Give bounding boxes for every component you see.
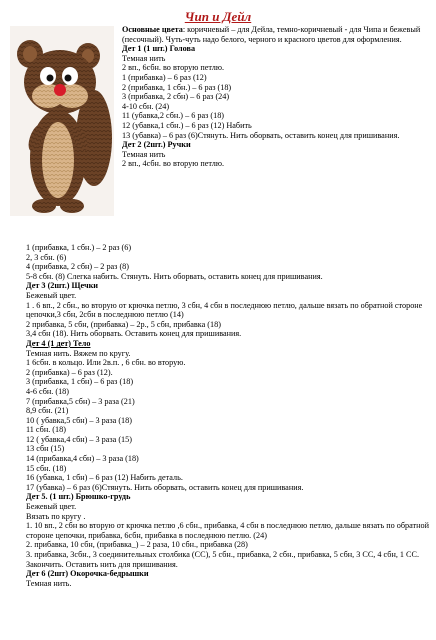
instruction-line: Темная нить. Вяжем по кругу. [26,348,131,358]
section-heading: Дет 4 (1 дет) Тело [26,338,91,348]
instruction-line: 2 вп., 4сбн. во вторую петлю. [122,159,225,169]
instruction-line: 15 сбн. (18) [26,463,67,473]
instruction-line: 2 (прибавка, 1 сбн.) – 6 раз (18) [122,82,232,92]
instruction-line: 11 (убавка,2 сбн.) – 6 раз (18) [122,111,225,121]
instruction-line: Темная нить. [26,578,72,588]
instruction-line: 16 (убавка, 1 сбн) – 6 раз (12) Набить деталь. [26,473,183,483]
instruction-line: 13 сбн (15) [26,444,65,454]
instruction-line: 1 (прибавка) – 6 раз (12) [122,72,207,82]
section-heading: Дет 5. (1 шт.) Брюшко-грудь [26,492,131,502]
instruction-line: 2 (прибавка) – 6 раз (12). [26,367,113,377]
instruction-line: 11 сбн. (18) [26,425,66,435]
chipmunk-toy-photo [10,26,114,216]
instruction-line: 4-10 сбн. (24) [122,101,170,111]
instruction-line: 5-8 сбн. (8) Слегка набить. Стянуть. Нить оборвать, оставить конец для пришивания. [26,271,323,281]
instruction-line: 3 (прибавка, 2 сбн) – 6 раз (24) [122,92,230,102]
chipmunk-toy-icon [10,26,114,216]
instruction-line: Закончить. Оставить нить для пришивания. [26,559,178,569]
instruction-line: 12 (убавка,1 сбн.) – 6 раз (12) Набить [122,120,252,130]
instructions-right-column [122,25,428,169]
instruction-line: Темная нить [122,149,166,159]
instruction-line: 12 ( убавка,4 сбн) – 3 раза (15) [26,434,132,444]
intro-paragraph [122,25,428,44]
section-heading: Дет 2 (2шт.) Ручки [122,140,191,150]
section-heading: Дет 6 (2шт) Окорочка-бедрышки [26,569,149,579]
instruction-line: Темная нить [122,53,166,63]
instruction-line: 1 (прибавка, 1 сбн.) – 2 раз (6) [26,243,132,252]
instruction-line: 14 (прибавка,4 сбн) – 3 раза (18) [26,454,139,464]
instruction-line: 10 ( убавка,5 сбн) – 3 раза (18) [26,415,132,425]
instruction-line: 3,4 сбн (18). Нить оборвать. Оставить конец для пришивания. [26,329,242,339]
instruction-line: 2 вп., 6сбн. во вторую петлю. [122,63,225,73]
section-heading: Дет 3 (2шт.) Щечки [26,281,99,291]
instruction-line: 2, 3 сбн. (6) [26,252,67,262]
instruction-line: 4-6 сбн. (18) [26,386,69,396]
document-title: Чип и Дейл [184,9,252,24]
instructions-full-column [26,243,430,588]
instruction-line: 2. прибавка, 10 сбн, (прибавка_) – 2 раза, 10 сбн., прибавка (28) [26,540,248,550]
instruction-line: 4 (прибавка, 2 сбн) – 2 раз (8) [26,262,130,272]
instruction-line: 8,9 сбн. (21) [26,406,69,416]
instruction-line: 17 (убавка) – 6 раз (6)Стянуть. Нить оборвать, оставить конец для пришивания. [26,482,304,492]
intro-text: : коричневый – для Дейла, темно-коричневый - для Чипа и бежевый (песочный). Чуть-чуть надо белого, черного и красного цветов для оформления. [122,25,421,44]
section-heading: Дет 1 (1 шт.) Голова [122,44,196,54]
instruction-line: 13 (убавка) – 6 раз (6)Стянуть. Нить оборвать, оставить конец для пришивания. [122,130,400,140]
instruction-line: Бежевый цвет. [26,502,77,512]
instruction-line: 1. 10 вп., 2 сбн во вторую от крючка петлю ,6 сбн., прибавка, 4 сбн в последнюю петлю, дальше вязать по обратной стороне цепочки, прибавка, 6сбн, прибавка в последнюю петлю. (24) [26,521,429,540]
instruction-line: 2 прибавка, 5 сбн, (прибавка) – 2р., 5 сбн, прибавка (18) [26,319,221,329]
instruction-line: 7 (прибавка,5 сбн) – 3 раза (21) [26,396,135,406]
intro-label: Основные цвета [122,25,183,34]
instruction-line: 3 (прибавка, 1 сбн) – 6 раз (18) [26,377,134,387]
instruction-line: 1 6сбн. в кольцо. Или 2в.п. , 6 сбн. во вторую. [26,358,186,368]
instruction-line: Бежевый цвет. [26,290,77,300]
instruction-line: 1 . 6 вп., 2 сбн., во вторую от крючка петлю, 3 сбн, 4 сбн в последнюю петлю, дальше вязать по обратной стороне цепочки,3 сбн, 2сбн в последнюю петлю (14) [26,300,423,320]
instruction-line: 3. прибавка, 3сбн., 3 соединительных столбика (СС), 5 сбн., прибавка, 2 сбн., прибавка, 5 сбн, 3 СС, 4 сбн, 1 СС. [26,550,420,559]
instruction-line: Вязать по кругу . [26,511,86,521]
